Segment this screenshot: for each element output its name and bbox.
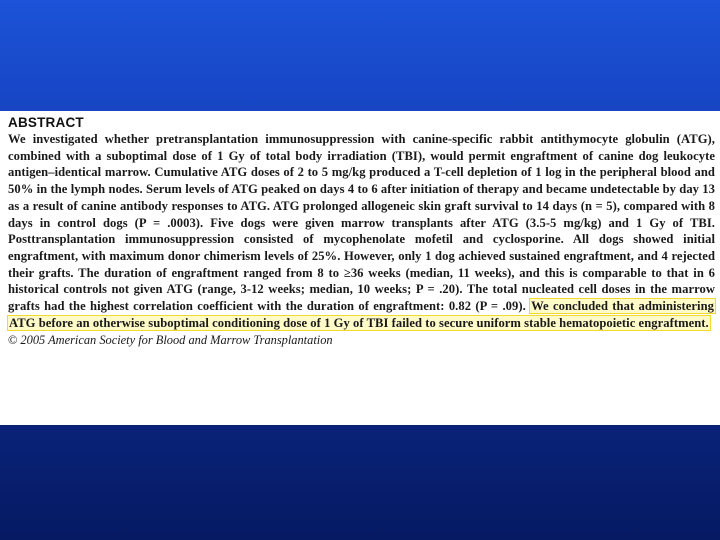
abstract-main-text: We investigated whether pretransplantation immunosuppression with canine-specific rabbit antithymocyte globulin (ATG), combined with a suboptimal dose of 1 Gy of total body irradiation (TBI), would permit engraftment of canine dog leukocyte antigen–identical marrow. Cumulative ATG doses of 2 to 5 mg/kg produced a T-cell depletion of 1 log in the peripheral blood and 50% in the lymph nodes. Serum levels of ATG peaked on days 4 to 6 after initiation of therapy and became undetectable by day 13 as a result of canine antibody responses to ATG. ATG prolonged allogeneic skin graft survival to 14 days (n = 5), compared with 8 days in control dogs (P = .0003). Five dogs were given marrow transplants after ATG (3.5-5 mg/kg) and 1 Gy of TBI. Posttransplantation immunosuppression consisted of mycophenolate mofetil and cyclosporine. All dogs showed initial engraftment, with maximum donor chimerism levels of 25%. However, only 1 dog achieved sustained engraftment, and 4 rejected their grafts. The duration of engraftment ranged from 8 to ≥36 weeks (median, 11 weeks), and this is comparable to that in 6 historical controls not given ATG (range, 3-12 weeks; median, 10 weeks; P = .20). The total nucleated cell doses in the marrow grafts had the highest correlation coefficient with the duration of engraftment: 0.82 (P = .09). — [8, 132, 715, 314]
abstract-heading: ABSTRACT — [8, 115, 84, 130]
highlighted-conclusion: We concluded that administering ATG before an otherwise suboptimal conditioning dose of 1 Gy of TBI failed to secure uniform stable hematopoietic engraftment. — [9, 299, 714, 330]
copyright-text: 2005 American Society for Blood and Marrow Transplantation — [20, 333, 333, 348]
abstract-panel — [0, 111, 720, 425]
abstract-body — [8, 131, 715, 331]
copyright-symbol: © — [8, 333, 18, 348]
copyright-line — [8, 332, 715, 348]
